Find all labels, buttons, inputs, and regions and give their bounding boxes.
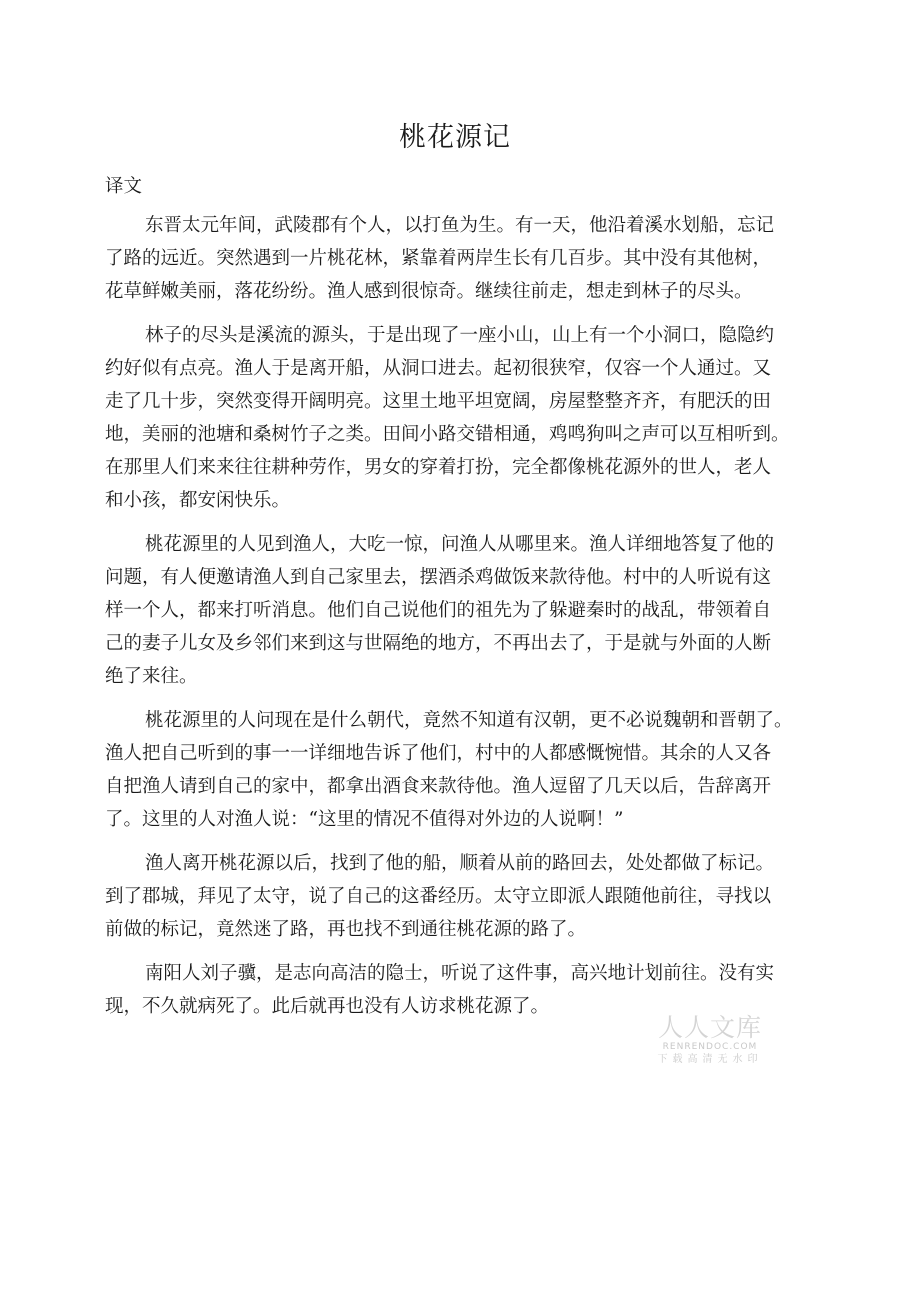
text-line: 到了郡城，拜见了太守，说了自己的这番经历。太守立即派人跟随他前往，寻找以 bbox=[105, 886, 772, 907]
paragraph bbox=[105, 959, 817, 1025]
text-line: 花草鲜嫩美丽，落花纷纷。渔人感到很惊奇。继续往前走，想走到林子的尽头。 bbox=[105, 281, 753, 302]
paragraph bbox=[105, 849, 817, 948]
watermark-logo-text: 人人文库 bbox=[657, 1013, 762, 1042]
text-line: 地，美丽的池塘和桑树竹子之类。田间小路交错相通，鸡鸣狗叫之声可以互相听到。 bbox=[105, 424, 790, 445]
text-line: 了路的远近。突然遇到一片桃花林，紧靠着两岸生长有几百步。其中没有其他树， bbox=[105, 248, 772, 269]
text-line: 样一个人，都来打听消息。他们自己说他们的祖先为了躲避秦时的战乱，带领着自 bbox=[105, 600, 772, 621]
text-line: 约好似有点亮。渔人于是离开船，从洞口进去。起初很狭窄，仅容一个人通过。又 bbox=[105, 358, 772, 379]
text-line: 自把渔人请到自己的家中，都拿出酒食来款待他。渔人逗留了几天以后，告辞离开 bbox=[105, 776, 772, 797]
text-line: 南阳人刘子骥，是志向高洁的隐士，听说了这件事，高兴地计划前往。没有实 bbox=[145, 963, 775, 984]
paragraph bbox=[105, 530, 817, 695]
text-line: 绝了来往。 bbox=[105, 666, 198, 687]
document-title: 桃花源记 bbox=[399, 122, 511, 153]
paragraph bbox=[105, 321, 817, 519]
text-line: 和小孩，都安闲快乐。 bbox=[105, 490, 291, 511]
text-line: 前做的标记，竟然迷了路，再也找不到通往桃花源的路了。 bbox=[105, 919, 587, 940]
document-body bbox=[105, 211, 817, 1036]
text-line: 在那里人们来来往往耕种劳作，男女的穿着打扮，完全都像桃花源外的世人，老人 bbox=[105, 457, 772, 478]
text-line: 现，不久就病死了。此后就再也没有人访求桃花源了。 bbox=[105, 996, 550, 1017]
document-subtitle: 译文 bbox=[105, 176, 143, 197]
watermark-subtext: 下载高清无水印 bbox=[657, 1054, 763, 1065]
text-line: 东晋太元年间，武陵郡有个人，以打鱼为生。有一天，他沿着溪水划船，忘记 bbox=[145, 215, 775, 236]
text-line: 渔人把自己听到的事一一详细地告诉了他们，村中的人都感慨惋惜。其余的人又各 bbox=[105, 743, 772, 764]
text-line: 桃花源里的人见到渔人，大吃一惊，问渔人从哪里来。渔人详细地答复了他的 bbox=[145, 534, 775, 555]
text-line: 林子的尽头是溪流的源头，于是出现了一座小山，山上有一个小洞口，隐隐约 bbox=[145, 325, 775, 346]
text-line: 渔人离开桃花源以后，找到了他的船，顺着从前的路回去，处处都做了标记。 bbox=[145, 853, 775, 874]
paragraph bbox=[105, 706, 817, 838]
watermark-url: RENRENDOC.COM bbox=[662, 1042, 758, 1052]
text-line: 桃花源里的人问现在是什么朝代，竟然不知道有汉朝，更不必说魏朝和晋朝了。 bbox=[145, 710, 793, 731]
text-line: 问题，有人便邀请渔人到自己家里去，摆酒杀鸡做饭来款待他。村中的人听说有这 bbox=[105, 567, 772, 588]
text-line: 了。这里的人对渔人说：“这里的情况不值得对外边的人说啊！” bbox=[105, 809, 624, 830]
text-line: 走了几十步，突然变得开阔明亮。这里土地平坦宽阔，房屋整整齐齐，有肥沃的田 bbox=[105, 391, 772, 412]
text-line: 己的妻子儿女及乡邻们来到这与世隔绝的地方，不再出去了，于是就与外面的人断 bbox=[105, 633, 772, 654]
paragraph bbox=[105, 211, 817, 310]
